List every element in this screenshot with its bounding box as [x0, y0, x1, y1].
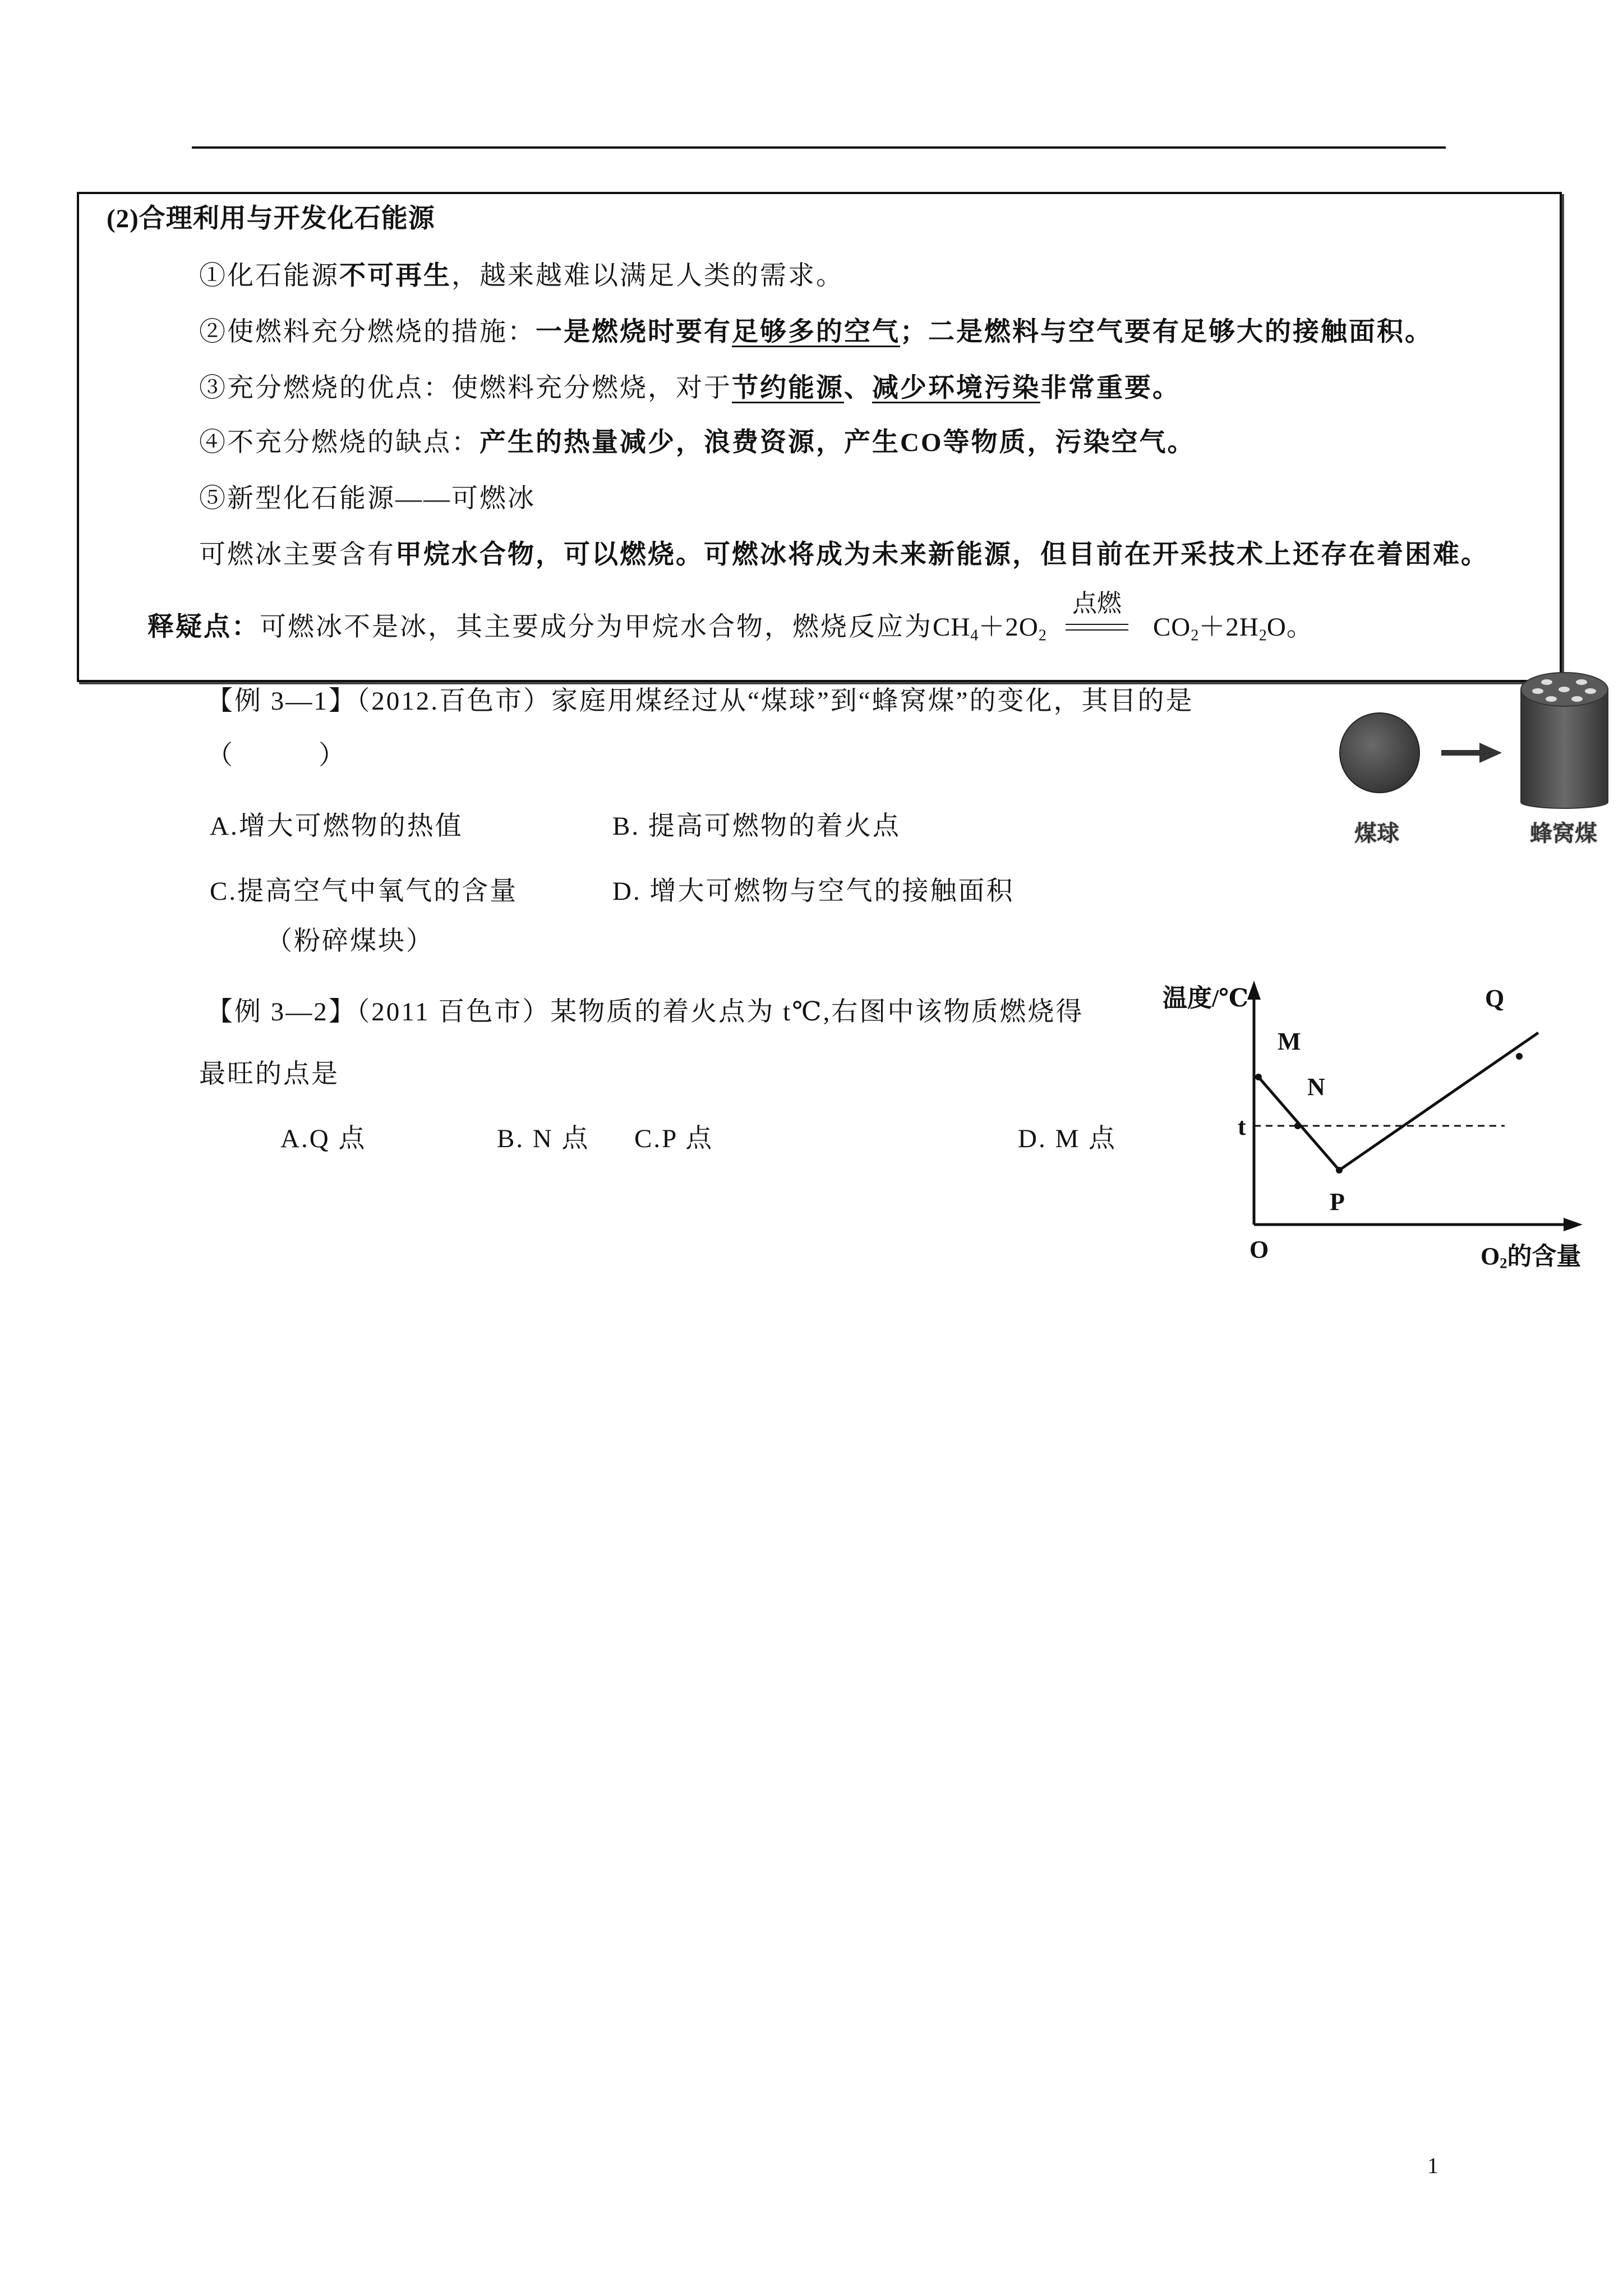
product-2-subscript: 2 — [1258, 627, 1267, 645]
y-axis-arrow-icon — [1247, 981, 1261, 1000]
honeycomb-hole — [1559, 687, 1570, 692]
origin-label: O — [1249, 1236, 1269, 1263]
reactant-2-subscript: 2 — [1038, 627, 1046, 645]
note-text: 可燃冰不是冰，其主要成分为甲烷水合物，燃烧反应为 — [260, 613, 933, 642]
item-2-lead: ②使燃料充分燃烧的措施： — [199, 318, 536, 347]
item-1-tail: ，越来越难以满足人类的需求。 — [451, 261, 844, 291]
equation-reactants — [933, 613, 1046, 645]
product-2: ＋2H — [1198, 613, 1259, 642]
example-1-answer-blank: （ ） — [206, 741, 347, 770]
reactant-1: CH — [933, 613, 971, 642]
item-4-lead: ④不充分燃烧的缺点： — [199, 428, 479, 457]
item-5: ⑤新型化石能源——可燃冰 — [199, 484, 536, 513]
example-1-option-a: A.增大可燃物的热值 — [210, 812, 463, 841]
x-axis-arrow-icon — [1564, 1218, 1583, 1231]
note-line — [147, 590, 1313, 645]
arrow-right-icon — [1479, 743, 1502, 763]
reactant-2: ＋2O — [978, 613, 1039, 642]
y-axis-label: 温度/℃ — [1163, 984, 1248, 1012]
item-4-emphasis: 产生的热量减少，浪费资源，产生CO等物质，污染空气。 — [479, 428, 1196, 457]
note-label: 释疑点： — [147, 613, 260, 642]
example-2-option-a: A.Q 点 — [280, 1124, 367, 1153]
point-p-label: P — [1330, 1188, 1345, 1216]
point-q-dot — [1516, 1053, 1523, 1060]
item-2-emphasis-1: 一是燃烧时要有 — [536, 318, 732, 347]
x-axis-label-rest: 的含量 — [1507, 1243, 1581, 1270]
threshold-t-label: t — [1238, 1113, 1246, 1140]
honeycomb-hole — [1571, 696, 1583, 702]
coal-ball-shape — [1340, 713, 1419, 793]
item-3-underlined-2: 减少环境污染 — [872, 374, 1040, 403]
reaction-condition-text: 点燃 — [1072, 590, 1122, 617]
example-1-option-d: D. 增大可燃物与空气的接触面积 — [612, 877, 1015, 906]
example-2-option-d: D. M 点 — [1018, 1124, 1117, 1153]
page-number: 1 — [1427, 2153, 1438, 2178]
reactant-1-subscript: 4 — [970, 627, 979, 645]
item-1-lead: ①化石能源 — [199, 261, 339, 291]
header-rule — [192, 146, 1446, 149]
example-1-question: 【例 3—1】（2012.百色市）家庭用煤经过从“煤球”到“蜂窝煤”的变化，其目的是 — [206, 687, 1194, 716]
honeycomb-hole — [1546, 696, 1557, 702]
item-4 — [199, 427, 1196, 458]
example-2-question-line-1: 【例 3—2】（2011 百色市）某物质的着火点为 t℃,右图中该物质燃烧得 — [206, 997, 1084, 1027]
example-2-option-c: C.P 点 — [634, 1124, 714, 1153]
x-axis-label — [1481, 1241, 1581, 1272]
x-axis-label-symbol: O — [1481, 1243, 1500, 1270]
point-m-label: M — [1278, 1028, 1301, 1055]
reaction-double-line — [1066, 624, 1128, 631]
x-axis-label-subscript: 2 — [1500, 1254, 1507, 1272]
honeycomb-hole — [1541, 679, 1552, 685]
product-1-subscript: 2 — [1191, 627, 1199, 645]
point-p-dot — [1336, 1167, 1343, 1174]
example-2-option-b: B. N 点 — [497, 1124, 590, 1153]
example-2-question-line-2: 最旺的点是 — [199, 1060, 339, 1089]
item-6-lead: 可燃冰主要含有 — [199, 540, 395, 569]
equation-products — [1152, 613, 1313, 645]
item-3-lead: ③充分燃烧的优点：使燃料充分燃烧，对于 — [199, 374, 732, 403]
item-3 — [199, 372, 1181, 404]
honeycomb-coal-body — [1521, 689, 1608, 808]
point-q-label: Q — [1485, 984, 1505, 1012]
honeycomb-coal-label: 蜂窝煤 — [1530, 821, 1597, 846]
point-m-dot — [1255, 1074, 1262, 1080]
example-1-option-b: B. 提高可燃物的着火点 — [612, 812, 901, 841]
honeycomb-hole — [1576, 679, 1587, 685]
item-3-tail: 非常重要。 — [1040, 374, 1181, 403]
coal-figure — [1335, 662, 1618, 819]
item-3-separator: 、 — [844, 374, 872, 403]
item-2-emphasis-2: ；二是燃料与空气要有足够大的接触面积。 — [900, 318, 1433, 347]
item-2 — [199, 316, 1433, 348]
item-3-underlined-1: 节约能源 — [732, 374, 844, 403]
point-n-label: N — [1307, 1073, 1325, 1101]
reaction-condition — [1066, 590, 1128, 643]
example-1-hint: （粉碎煤块） — [266, 927, 434, 956]
point-n-dot — [1294, 1122, 1301, 1129]
honeycomb-hole — [1532, 688, 1543, 694]
item-2-underlined: 足够多的空气 — [732, 318, 900, 347]
item-1-emphasis: 不可再生 — [339, 261, 451, 291]
item-6 — [199, 539, 1489, 570]
item-6-emphasis: 甲烷水合物，可以燃烧。可燃冰将成为未来新能源，但目前在开采技术上还存在着困难。 — [395, 540, 1489, 569]
product-1: CO — [1152, 613, 1191, 642]
item-1 — [199, 260, 844, 292]
example-1-option-c: C.提高空气中氧气的含量 — [210, 877, 518, 906]
honeycomb-hole — [1585, 688, 1596, 694]
section-heading: (2)合理利用与开发化石能源 — [107, 204, 435, 233]
coal-ball-label: 煤球 — [1354, 821, 1399, 846]
product-2-end: O。 — [1266, 613, 1313, 642]
